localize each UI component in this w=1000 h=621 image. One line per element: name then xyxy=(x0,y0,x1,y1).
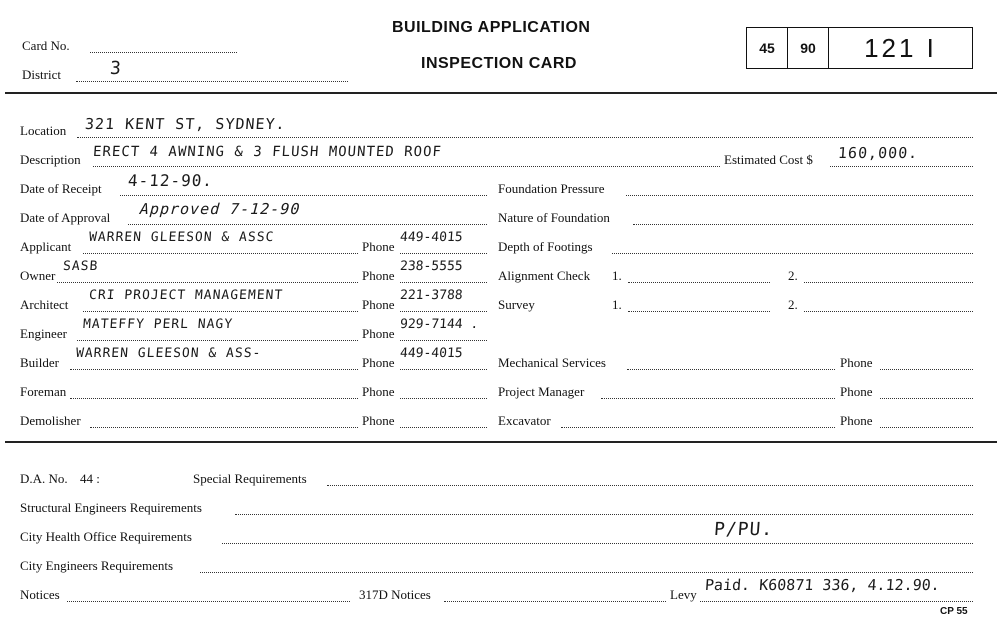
engineer-phone-label: Phone xyxy=(362,326,395,341)
alignment-check-2-label: 2. xyxy=(788,268,798,283)
date-of-receipt-value: 4-12-90. xyxy=(127,171,214,190)
survey-2-label: 2. xyxy=(788,297,798,312)
alignment-check-label: Alignment Check xyxy=(498,268,591,283)
owner-line xyxy=(57,282,358,283)
notices-317d-line xyxy=(444,601,666,602)
levy-value: Paid. K60871 336, 4.12.90. xyxy=(704,576,941,594)
engineer-phone-line xyxy=(400,340,487,341)
levy-label: Levy xyxy=(670,587,697,602)
architect-phone-label: Phone xyxy=(362,297,395,312)
date-of-receipt-line xyxy=(120,195,487,196)
structural-requirements-line xyxy=(235,514,973,515)
mechanical-services-phone-line xyxy=(880,369,973,370)
da-no-label: D.A. No. xyxy=(20,471,68,486)
project-manager-line xyxy=(601,398,835,399)
excavator-phone-label: Phone xyxy=(840,413,873,428)
district-label: District xyxy=(22,67,61,82)
survey-1-label: 1. xyxy=(612,297,622,312)
location-line xyxy=(77,137,973,138)
owner-label: Owner xyxy=(20,268,56,283)
project-manager-phone-label: Phone xyxy=(840,384,873,399)
builder-phone-line xyxy=(400,369,487,370)
foreman-phone-line xyxy=(400,398,487,399)
date-of-approval-line xyxy=(128,224,487,225)
location-value: 321 KENT ST, SYDNEY. xyxy=(84,115,287,133)
applicant-label: Applicant xyxy=(20,239,72,254)
date-of-approval-value: Approved 7-12-90 xyxy=(139,200,302,218)
owner-phone-label: Phone xyxy=(362,268,395,283)
foundation-pressure-label: Foundation Pressure xyxy=(498,181,605,196)
project-manager-label: Project Manager xyxy=(498,384,585,399)
architect-phone-line xyxy=(400,311,487,312)
excavator-line xyxy=(561,427,835,428)
excavator-phone-line xyxy=(880,427,973,428)
district-value: 3 xyxy=(109,58,123,79)
builder-value: WARREN GLEESON & ASS- xyxy=(75,346,262,361)
demolisher-phone-label: Phone xyxy=(362,413,395,428)
architect-value: CRI PROJECT MANAGEMENT xyxy=(88,288,284,303)
alignment-check-1-line xyxy=(628,282,770,283)
survey-2-line xyxy=(804,311,973,312)
code-cell-2: 90 xyxy=(788,28,829,68)
health-requirements-line xyxy=(222,543,973,544)
alignment-check-1-label: 1. xyxy=(612,268,622,283)
project-manager-phone-line xyxy=(880,398,973,399)
owner-phone-value: 238-5555 xyxy=(399,259,464,274)
architect-label: Architect xyxy=(20,297,69,312)
form-title-line2: INSPECTION CARD xyxy=(421,55,577,72)
health-requirements-value: P/PU. xyxy=(713,519,774,540)
builder-line xyxy=(70,369,358,370)
builder-label: Builder xyxy=(20,355,59,370)
engineer-label: Engineer xyxy=(20,326,67,341)
date-of-receipt-label: Date of Receipt xyxy=(20,181,102,196)
foreman-line xyxy=(70,398,358,399)
architect-line xyxy=(83,311,358,312)
card-no-label: Card No. xyxy=(22,38,70,53)
alignment-check-2-line xyxy=(804,282,973,283)
form-code: CP 55 xyxy=(940,606,968,617)
notices-317d-label: 317D Notices xyxy=(359,587,431,602)
card-number: 121 I xyxy=(864,32,937,63)
mechanical-services-phone-label: Phone xyxy=(840,355,873,370)
mechanical-services-line xyxy=(627,369,835,370)
nature-of-foundation-label: Nature of Foundation xyxy=(498,210,610,225)
estimated-cost-value: 160,000. xyxy=(837,144,919,162)
foreman-label: Foreman xyxy=(20,384,67,399)
architect-phone-value: 221-3788 xyxy=(399,288,464,303)
survey-label: Survey xyxy=(498,297,535,312)
notices-label: Notices xyxy=(20,587,60,602)
description-value: ERECT 4 AWNING & 3 FLUSH MOUNTED ROOF xyxy=(92,144,443,160)
card-no-line xyxy=(90,52,237,53)
card-number-box xyxy=(746,27,973,69)
da-no-value: 44 : xyxy=(80,471,100,486)
foreman-phone-label: Phone xyxy=(362,384,395,399)
location-label: Location xyxy=(20,123,67,138)
engineer-value: MATEFFY PERL NAGY xyxy=(82,317,234,332)
structural-requirements-label: Structural Engineers Requirements xyxy=(20,500,202,515)
middle-divider xyxy=(5,441,997,443)
applicant-phone-label: Phone xyxy=(362,239,395,254)
levy-line xyxy=(700,601,973,602)
depth-of-footings-line xyxy=(612,253,973,254)
engineers-requirements-line xyxy=(200,572,973,573)
depth-of-footings-label: Depth of Footings xyxy=(498,239,593,254)
header-divider xyxy=(5,92,997,94)
health-requirements-label: City Health Office Requirements xyxy=(20,529,192,544)
notices-line xyxy=(67,601,350,602)
engineer-line xyxy=(77,340,358,341)
survey-1-line xyxy=(628,311,770,312)
owner-value: SASB xyxy=(62,259,99,274)
date-of-approval-label: Date of Approval xyxy=(20,210,111,225)
excavator-label: Excavator xyxy=(498,413,551,428)
description-line xyxy=(93,166,720,167)
demolisher-phone-line xyxy=(400,427,487,428)
description-label: Description xyxy=(20,152,81,167)
engineers-requirements-label: City Engineers Requirements xyxy=(20,558,174,573)
nature-of-foundation-line xyxy=(633,224,973,225)
special-requirements-label: Special Requirements xyxy=(193,471,307,486)
estimated-cost-line xyxy=(830,166,973,167)
code-cell-1: 45 xyxy=(747,28,788,68)
foundation-pressure-line xyxy=(626,195,973,196)
demolisher-label: Demolisher xyxy=(20,413,81,428)
builder-phone-label: Phone xyxy=(362,355,395,370)
district-line xyxy=(76,81,348,82)
form-title-line1: BUILDING APPLICATION xyxy=(392,19,591,36)
mechanical-services-label: Mechanical Services xyxy=(498,355,606,370)
owner-phone-line xyxy=(400,282,487,283)
applicant-phone-line xyxy=(400,253,487,254)
applicant-phone-value: 449-4015 xyxy=(399,230,464,245)
estimated-cost-label: Estimated Cost $ xyxy=(724,152,813,167)
builder-phone-value: 449-4015 xyxy=(399,346,464,361)
engineer-phone-value: 929-7144 . xyxy=(399,317,479,332)
demolisher-line xyxy=(90,427,358,428)
applicant-value: WARREN GLEESON & ASSC xyxy=(88,230,275,245)
applicant-line xyxy=(83,253,358,254)
special-requirements-line xyxy=(327,485,973,486)
